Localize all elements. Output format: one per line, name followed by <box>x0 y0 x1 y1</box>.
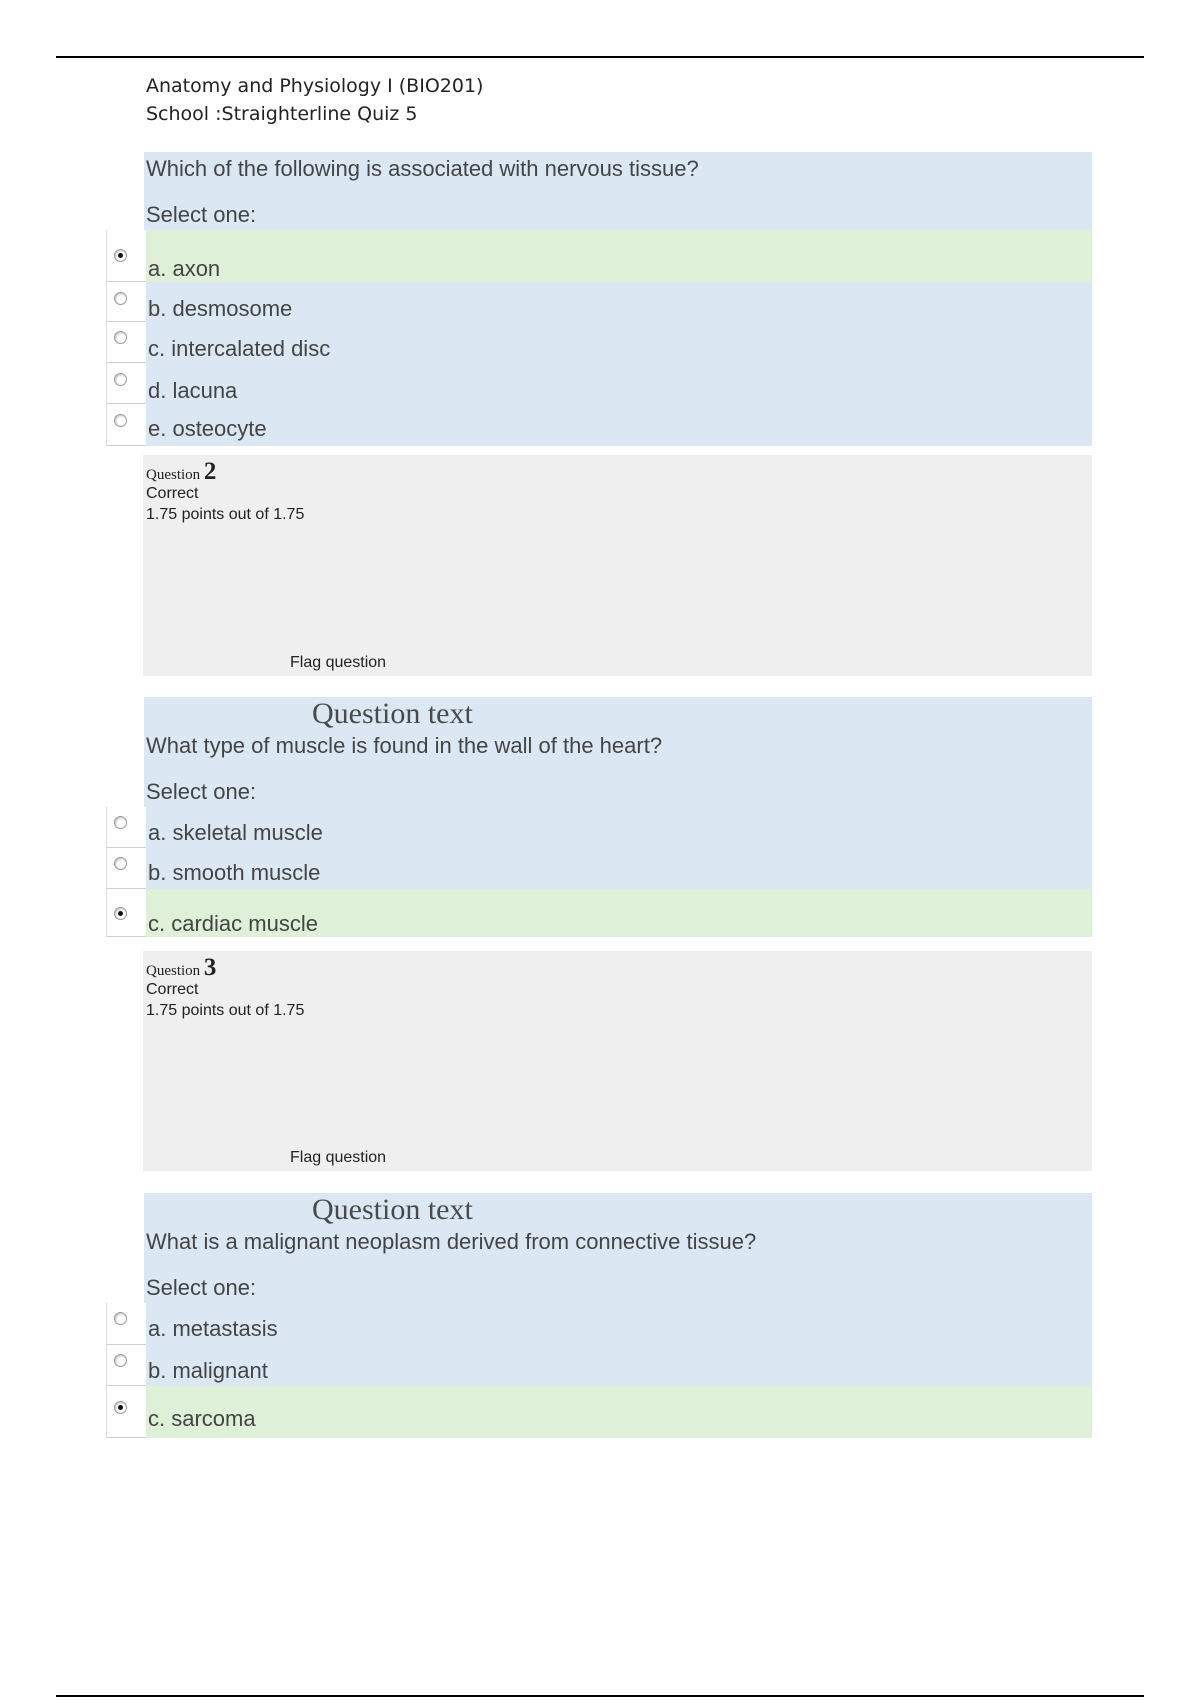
radio-icon[interactable] <box>114 292 127 305</box>
question-text-heading: Question text <box>312 1193 473 1226</box>
flag-question-link[interactable]: Flag question <box>290 1149 387 1166</box>
radio-icon[interactable] <box>114 857 127 870</box>
question-2 <box>106 697 1092 940</box>
answer-option-b[interactable] <box>106 848 1092 889</box>
question-text: Which of the following is associated with nervous tissue? <box>146 156 699 181</box>
select-one-prompt: Select one: <box>146 779 257 804</box>
option-label: b. desmosome <box>148 296 293 321</box>
answer-option-a[interactable] <box>106 230 1092 282</box>
option-label: d. lacuna <box>148 378 238 403</box>
radio-checked-icon[interactable] <box>114 249 127 262</box>
option-label: b. smooth muscle <box>148 860 321 885</box>
question-points: 1.75 points out of 1.75 <box>146 1002 305 1019</box>
question-info-3 <box>143 951 1092 1171</box>
select-one-prompt: Select one: <box>146 202 257 227</box>
question-1 <box>106 152 1092 446</box>
radio-icon[interactable] <box>114 816 127 829</box>
radio-checked-icon[interactable] <box>114 1401 127 1414</box>
answer-option-c[interactable] <box>106 1386 1092 1438</box>
question-text: What is a malignant neoplasm derived from connective tissue? <box>146 1229 757 1254</box>
option-label: c. cardiac muscle <box>148 911 318 936</box>
bottom-rule <box>56 1695 1144 1697</box>
option-label: c. intercalated disc <box>148 336 331 361</box>
answer-option-b[interactable] <box>106 1345 1092 1386</box>
answer-option-a[interactable] <box>106 807 1092 848</box>
question-number: Question 2 <box>146 458 217 485</box>
question-3 <box>106 1193 1092 1438</box>
radio-icon[interactable] <box>114 1354 127 1367</box>
answer-option-a[interactable] <box>106 1303 1092 1345</box>
radio-icon[interactable] <box>114 373 127 386</box>
question-text-heading: Question text <box>312 697 473 730</box>
question-number: Question 3 <box>146 954 217 981</box>
course-title: Anatomy and Physiology I (BIO201) <box>146 75 484 97</box>
option-label: b. malignant <box>148 1358 268 1383</box>
answer-option-c[interactable] <box>106 322 1092 363</box>
radio-icon[interactable] <box>114 1312 127 1325</box>
answer-option-d[interactable] <box>106 363 1092 404</box>
option-label: a. skeletal muscle <box>148 820 323 845</box>
radio-checked-icon[interactable] <box>114 907 127 920</box>
question-text: What type of muscle is found in the wall of the heart? <box>146 733 663 758</box>
select-one-prompt: Select one: <box>146 1275 257 1300</box>
question-state: Correct <box>146 981 199 998</box>
school-line: School :Straighterline Quiz 5 <box>146 103 418 125</box>
option-label: c. sarcoma <box>148 1406 256 1431</box>
question-points: 1.75 points out of 1.75 <box>146 506 305 523</box>
question-state: Correct <box>146 485 199 502</box>
radio-icon[interactable] <box>114 331 127 344</box>
answer-option-e[interactable] <box>106 404 1092 446</box>
flag-question-link[interactable]: Flag question <box>290 654 387 671</box>
question-info-2 <box>143 455 1092 676</box>
radio-icon[interactable] <box>114 414 127 427</box>
answer-option-c[interactable] <box>106 889 1092 937</box>
option-label: e. osteocyte <box>148 416 267 441</box>
top-rule <box>56 56 1144 58</box>
option-label: a. axon <box>148 256 221 281</box>
option-label: a. metastasis <box>148 1316 278 1341</box>
answer-option-b[interactable] <box>106 282 1092 322</box>
document-header <box>146 72 483 128</box>
